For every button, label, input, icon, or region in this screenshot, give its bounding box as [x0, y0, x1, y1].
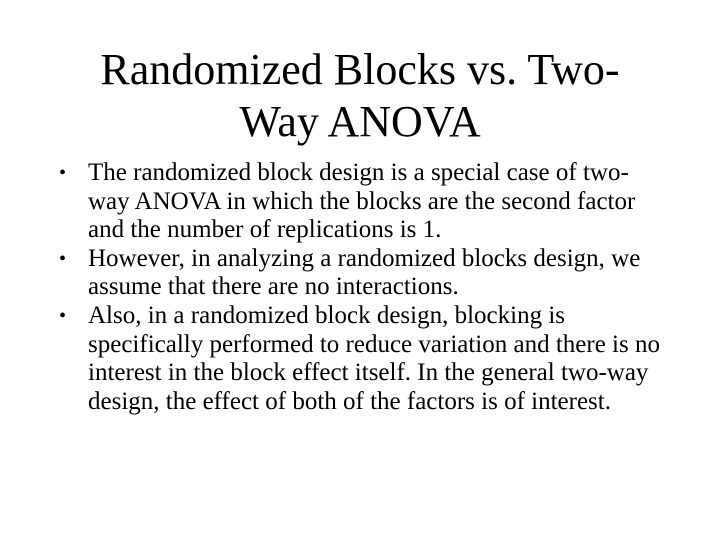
slide-title [90, 44, 630, 148]
bullet-text: Also, in a randomized block design, blocking is specifically performed to reduce variation and there is no interest in the block effect itself. In the general two-way design, the effect of both of the factors is of interest. [88, 301, 660, 415]
bullet-item [56, 245, 666, 302]
bullet-icon: • [59, 247, 67, 270]
bullet-list [56, 159, 666, 416]
bullet-icon: • [59, 162, 67, 184]
bullet-item [56, 302, 666, 416]
title-line-2: Way ANOVA [239, 97, 481, 146]
bullet-item [56, 159, 666, 245]
bullet-text: However, in analyzing a randomized blocks design, we assume that there are no interactions. [88, 244, 641, 301]
bullet-text: The randomized block design is a special case of two-way ANOVA in which the blocks are the second factor and the number of replications is 1. [88, 159, 636, 244]
title-line-1: Randomized Blocks vs. Two- [100, 45, 620, 94]
bullet-icon: • [59, 304, 67, 327]
